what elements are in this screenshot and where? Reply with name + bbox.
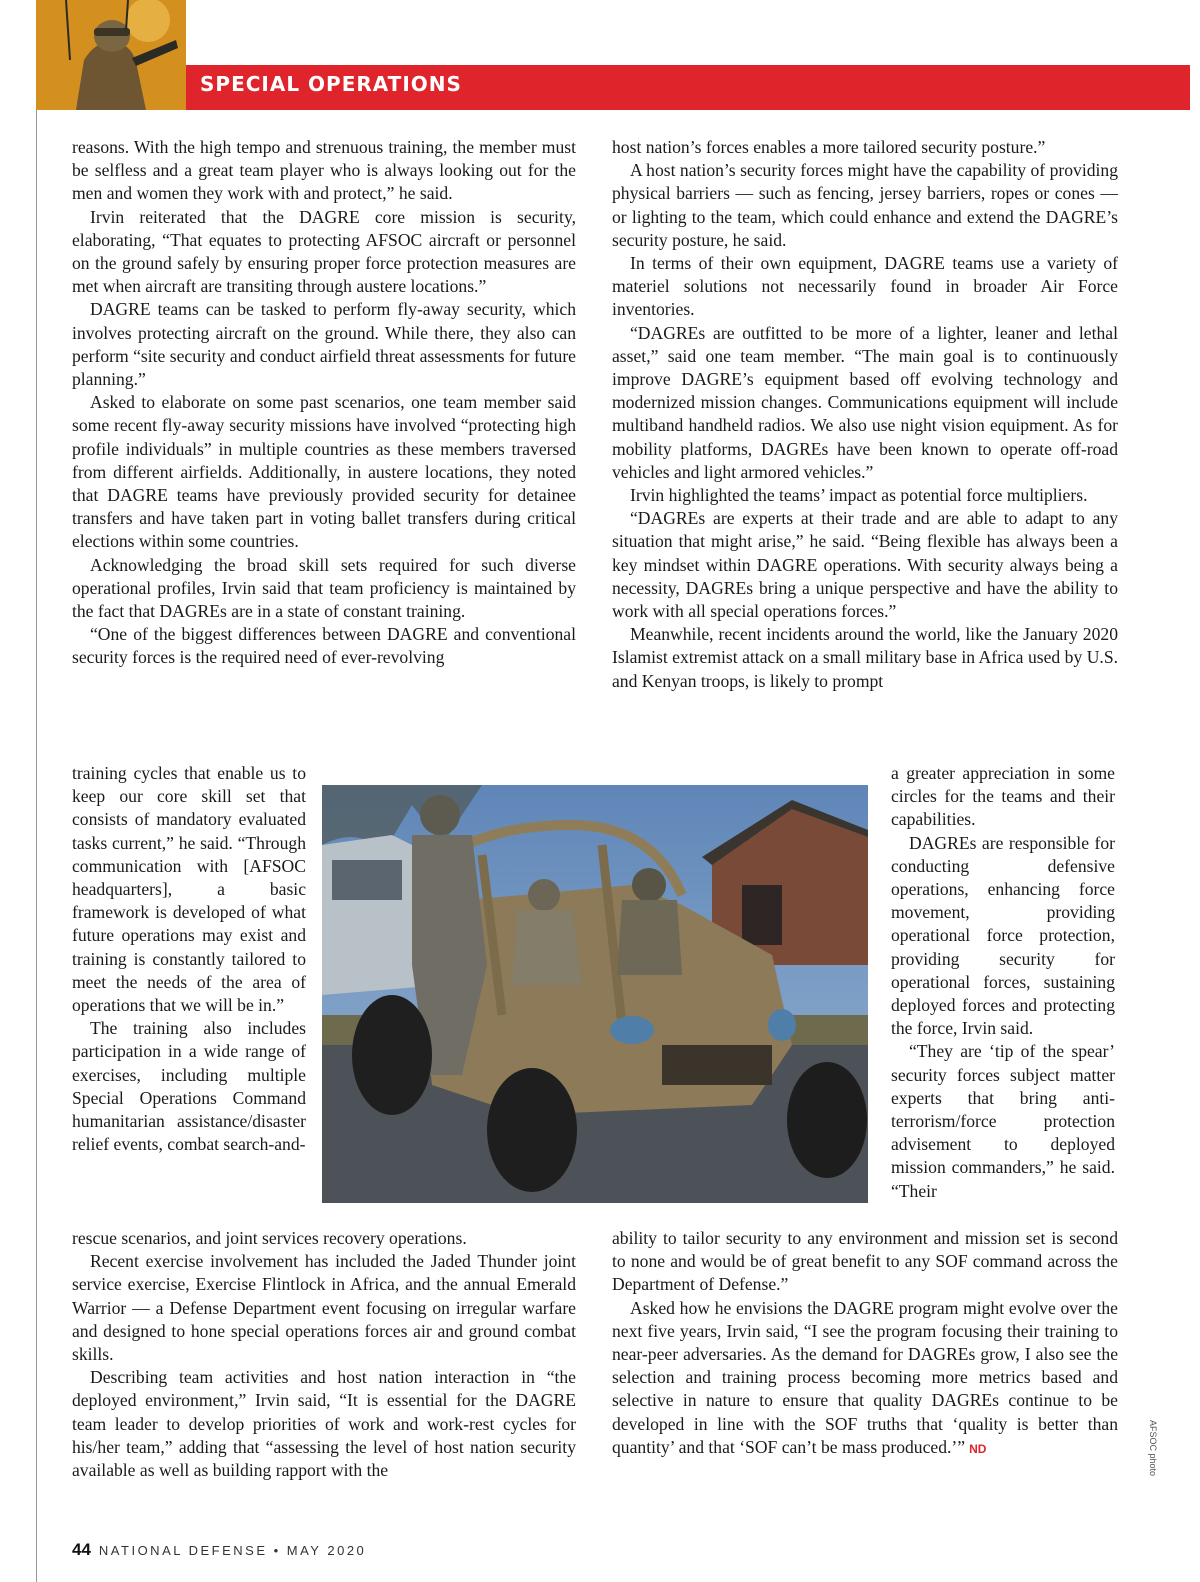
right-paragraph-7a: Meanwhile, recent incidents around the world, like the January 2020 Islamist extremist attack on a small military base in Africa used by U.S. and Kenyan troops, is likely to prompt bbox=[612, 624, 1118, 691]
left-paragraph-4: Asked to elaborate on some past scenarios, one team member said some recent fly-away security missions have involved “protecting high profile individuals” in multiple countries as these members traversed from different airfields. Additionally, in austere locations, they noted that DAGRE teams have previously provided security for detainee transfers and have taken part in voting ballet transfers during critical elections within some countries. bbox=[72, 392, 576, 552]
left-paragraph-8: Recent exercise involvement has included the Jaded Thunder joint service exercise, Exercise Flintlock in Africa, and the annual Emerald Warrior — a Defense Department event focusing on irregular warfare and designed to hone special operations forces air and ground combat skills. bbox=[72, 1251, 576, 1365]
right-paragraph-10 bbox=[612, 1297, 1118, 1461]
right-column-top bbox=[612, 136, 1118, 693]
right-column-narrow bbox=[891, 762, 1115, 1203]
left-paragraph-6b: training cycles that enable us to keep our core skill set that consists of mandatory evaluated tasks current,” he said. “Through communication with [AFSOC headquarters], a basic framework is developed of what future operations may exist and training is constantly tailored to meet the needs of the area of operations that we will be in.” bbox=[72, 763, 306, 1016]
right-paragraph-2: A host nation’s security forces might have the capability of providing physical barriers — such as fencing, jersey barriers, ropes or cones — or lighting to the team, which could enhance and extend the DAGRE’s security posture, he said. bbox=[612, 160, 1118, 250]
right-paragraph-9b: ability to tailor security to any environment and mission set is second to none and would be of great benefit to any SOF command across the Department of Defense.” bbox=[612, 1228, 1118, 1295]
left-column-top bbox=[72, 136, 576, 670]
end-mark-nd: ND bbox=[969, 1441, 987, 1456]
header-soldier-photo bbox=[36, 0, 186, 110]
article-photo-dagre-vehicle bbox=[322, 785, 868, 1203]
right-column-bottom bbox=[612, 1227, 1118, 1461]
page-number: 44 bbox=[72, 1540, 91, 1559]
right-paragraph-9a: “They are ‘tip of the spear’ security forces subject matter experts that bring anti-terrorism/force protection advisement to deployed mission commanders,” he said. “Their bbox=[891, 1041, 1115, 1201]
left-paragraph-9: Describing team activities and host nation interaction in “the deployed environment,” Irvin said, “It is essential for the DAGRE team leader to develop priorities of work and work-rest cycles for his/her team,” adding that “assessing the level of host nation security available as well as building rapport with the bbox=[72, 1367, 576, 1481]
left-column-narrow bbox=[72, 762, 306, 1156]
left-paragraph-6a: “One of the biggest differences between DAGRE and conventional security forces is the required need of ever-revolving bbox=[72, 624, 576, 668]
page-footer bbox=[72, 1540, 366, 1560]
left-paragraph-7a: The training also includes participation in a wide range of exercises, including multiple Special Operations Command humanitarian assistance/disaster relief events, combat search-and- bbox=[72, 1018, 306, 1155]
left-paragraph-7b: rescue scenarios, and joint services recovery operations. bbox=[72, 1228, 467, 1248]
left-paragraph-2: Irvin reiterated that the DAGRE core mission is security, elaborating, “That equates to protecting AFSOC aircraft or personnel on the ground safely by ensuring proper force protection measures are met when aircraft are transiting through austere locations.” bbox=[72, 206, 576, 297]
photo-credit: AFSOC photo bbox=[1148, 1420, 1158, 1477]
right-paragraph-6: “DAGREs are experts at their trade and are able to adapt to any situation that might arise,” he said. “Being flexible has always been a key mindset within DAGRE operations. With security always being a necessity, DAGREs bring a unique perspective and have the ability to work with all special operations forces.” bbox=[612, 508, 1118, 622]
section-title: SPECIAL OPERATIONS bbox=[200, 72, 462, 96]
right-paragraph-5: Irvin highlighted the teams’ impact as potential force multipliers. bbox=[630, 485, 1088, 506]
right-paragraph-8: DAGREs are responsible for conducting defensive operations, enhancing force movement, providing operational force protection, providing security for operational forces, sustaining deployed forces and protecting the force, Irvin said. bbox=[891, 832, 1115, 1039]
left-paragraph-1: reasons. With the high tempo and strenuous training, the member must be selfless and a great team player who is always looking out for the men and women they work with and protect,” he said. bbox=[72, 137, 576, 204]
right-paragraph-7b: a greater appreciation in some circles for the teams and their capabilities. bbox=[891, 763, 1115, 830]
left-paragraph-3: DAGRE teams can be tasked to perform fly-away security, which involves protecting aircraft on the ground. While there, they also can perform “site security and conduct airfield threat assessments for future planning.” bbox=[72, 299, 576, 390]
right-paragraph-10-text: Asked how he envisions the DAGRE program might evolve over the next five years, Irvin said, “I see the program focusing their training to near-peer adversaries. As the demand for DAGREs grow, I also see the selection and training process becoming more metrics based and selective in nature to ensure that quality DAGREs continue to be developed in line with the SOF truths that ‘quality is better than quantity’ and that ‘SOF can’t be mass produced.’” bbox=[612, 1297, 1118, 1457]
right-paragraph-3: In terms of their own equipment, DAGRE teams use a variety of materiel solutions not necessarily found in broader Air Force inventories. bbox=[612, 253, 1118, 320]
left-margin-rule bbox=[36, 0, 37, 1582]
right-paragraph-4: “DAGREs are outfitted to be more of a lighter, leaner and lethal asset,” said one team member. “The main goal is to continuously improve DAGRE’s equipment based off evolving technology and modernized mission changes. Communications equipment will include multiband handheld radios. We also use night vision equipment. As for mobility platforms, DAGREs have been known to operate off-road vehicles and light armored vehicles.” bbox=[612, 322, 1118, 482]
left-paragraph-5: Acknowledging the broad skill sets required for such diverse operational profiles, Irvin said that team proficiency is maintained by the fact that DAGREs are in a state of constant training. bbox=[72, 554, 576, 622]
publication-line: NATIONAL DEFENSE • MAY 2020 bbox=[98, 1543, 367, 1558]
left-column-bottom bbox=[72, 1227, 576, 1482]
right-paragraph-1: host nation’s forces enables a more tailored security posture.” bbox=[612, 137, 1046, 157]
